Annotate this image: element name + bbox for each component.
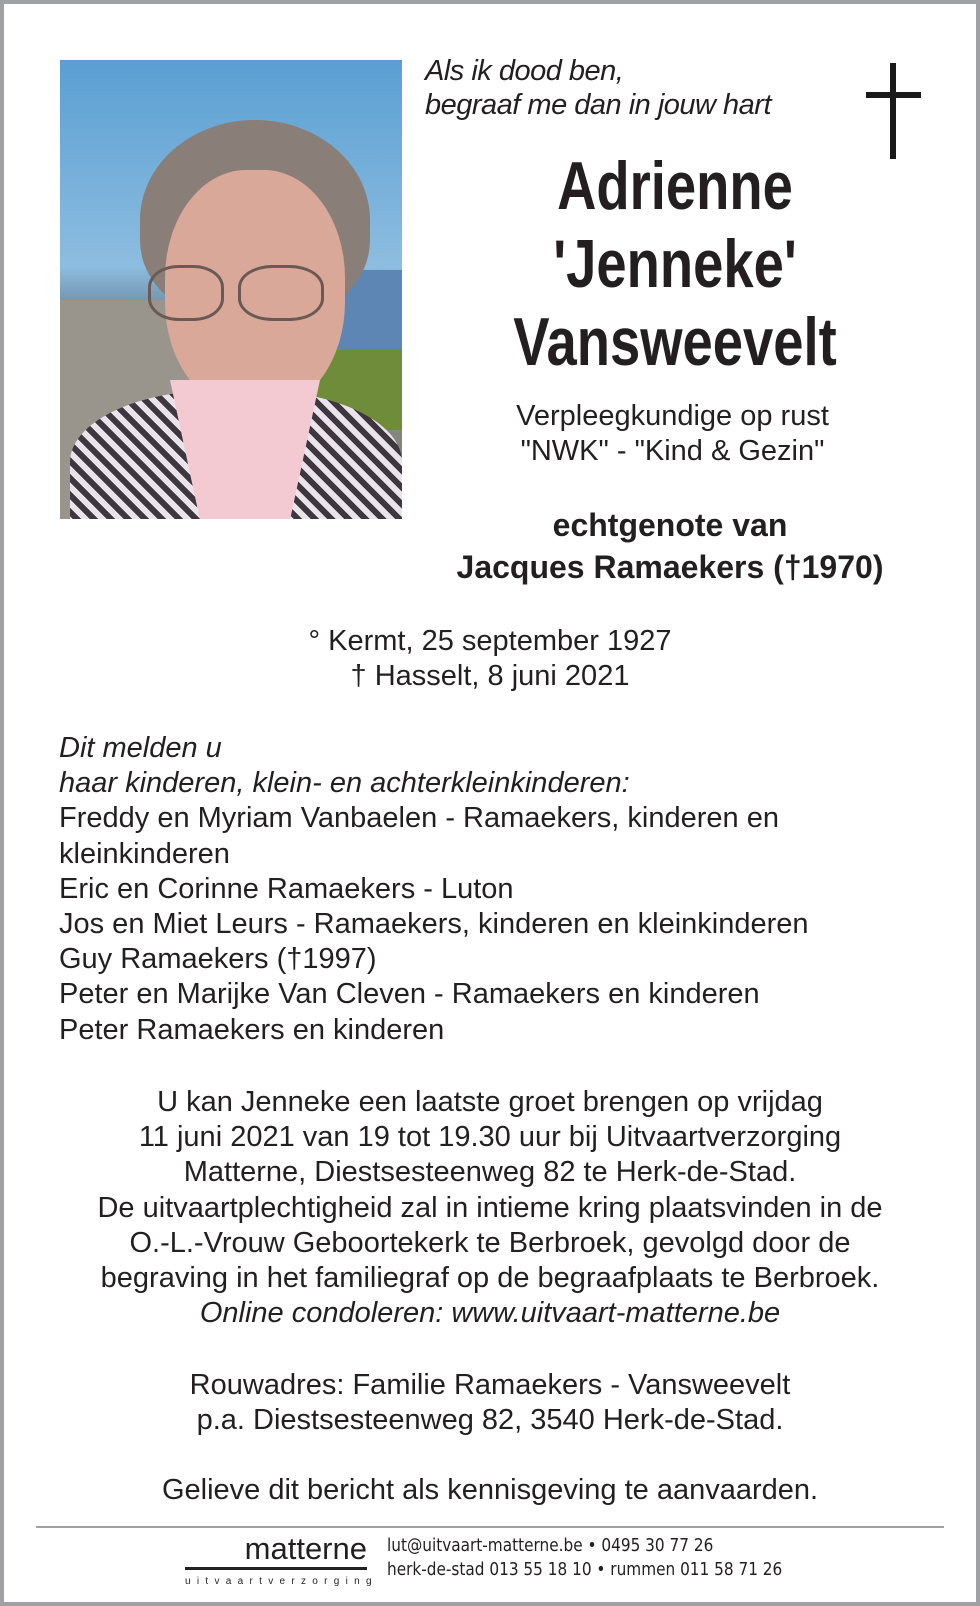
name-line: 'Jenneke' [553,226,797,302]
profession-line: "NWK" - "Kind & Gezin" [520,435,825,467]
spouse [420,504,920,588]
list-item: Jos en Miet Leurs - Ramaekers, kinderen en kleinkinderen [59,908,809,941]
cross-icon-bar [866,92,921,98]
list-item: kleinkinderen [59,837,230,870]
name-line: Adrienne [557,148,793,224]
logo-wordmark: matterne [244,1531,367,1566]
contact-line: herk-de-stad 013 55 18 10 • rummen 011 58 71 26 [387,1559,783,1580]
profession-line: Verpleegkundige op rust [516,400,829,432]
spouse-line: Jacques Ramaekers (†1970) [456,549,884,585]
portrait-photo [60,60,402,519]
spouse-line: echtgenote van [552,507,788,543]
online-condolence-link[interactable]: Online condoleren: www.uitvaart-matterne.be [199,1297,781,1330]
family-list [59,731,939,1048]
quote-line: Als ik dood ben, [425,55,624,87]
ceremony-line: O.-L.-Vrouw Geboortekerk te Berbroek, gevolgd door de [129,1226,851,1259]
ceremony-line: De uitvaartplechtigheid zal in intieme kring plaatsvinden in de [97,1191,883,1224]
ceremony-line: begraving in het familiegraf op de begraafplaats te Berbroek. [100,1262,880,1295]
divider [36,1526,944,1528]
mourning-address [40,1368,940,1438]
matterne-logo [185,1531,378,1587]
ceremony-info [40,1085,940,1331]
footer-contact [387,1534,782,1582]
ceremony-line: U kan Jenneke een laatste groet brengen op vrijdag [157,1086,823,1118]
address-line: p.a. Diestsesteenweg 82, 3540 Herk-de-Stad. [196,1404,784,1437]
intro-line: haar kinderen, klein- en achterkleinkinderen: [59,767,630,800]
list-item: Guy Ramaekers (†1997) [59,943,377,976]
death-date: † Hasselt, 8 juni 2021 [350,660,630,692]
ceremony-line: 11 juni 2021 van 19 tot 19.30 uur bij Uitvaartverzorging [138,1121,842,1154]
contact-line: lut@uitvaart-matterne.be • 0495 30 77 26 [387,1535,714,1556]
quote-line: begraaf me dan in jouw hart [425,89,771,121]
intro-line: Dit melden u [59,732,222,764]
list-item: Eric en Corinne Ramaekers - Luton [59,872,514,905]
logo-subtitle: uitvaartverzorging [185,1576,378,1587]
quote [425,54,771,122]
list-item: Peter en Marijke Van Cleven - Ramaekers en kinderen [59,978,760,1011]
dates [200,624,780,694]
notice-text: Gelieve dit bericht als kennisgeving te aanvaarden. [161,1474,819,1506]
cross-icon [890,63,896,159]
list-item: Freddy en Myriam Vanbaelen - Ramaekers, kinderen en [59,802,779,835]
ceremony-line: Matterne, Diestsesteenweg 82 te Herk-de-Stad. [183,1156,797,1189]
list-item: Peter Ramaekers en kinderen [59,1013,445,1046]
birth-date: ° Kermt, 25 september 1927 [308,625,672,657]
name-line: Vansweevelt [513,304,837,380]
deceased-name [430,147,920,381]
address-line: Rouwadres: Familie Ramaekers - Vansweevelt [189,1369,791,1401]
profession [450,399,895,469]
